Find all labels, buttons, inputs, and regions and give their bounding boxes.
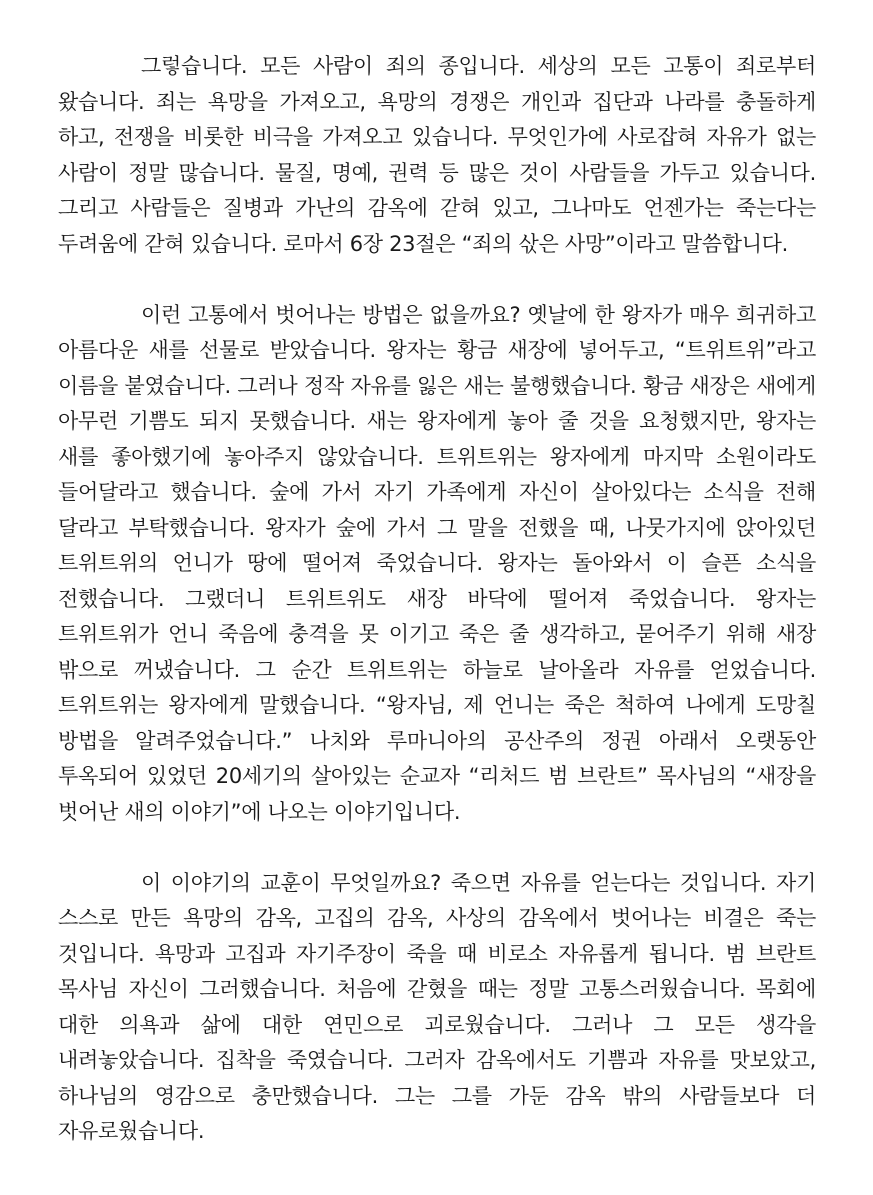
- paragraph-2: 이런 고통에서 벗어나는 방법은 없을까요? 옛날에 한 왕자가 매우 희귀하고 아름다운 새를 선물로 받았습니다. 왕자는 황금 새장에 넣어두고, “트위트위”라고 이름을 붙였습니다. 그러나 정작 자유를 잃은 새는 불행했습니다. 황금 새장은 새에게 아무런 기쁨도 되지 못했습니다. 새는 왕자에게 놓아 줄 것을 요청했지만, 왕자는 새를 좋아했기에 놓아주지 않았습니다. 트위트위는 왕자에게 마지막 소원이라도 들어달라고 했습니다. 숲에 가서 자기 가족에게 자신이 살아있다는 소식을 전해 달라고 부탁했습니다. 왕자가 숲에 가서 그 말을 전했을 때, 나뭇가지에 앉아있던 트위트위의 언니가 땅에 떨어져 죽었습니다. 왕자는 돌아와서 이 슬픈 소식을 전했습니다. 그랬더니 트위트위도 새장 바닥에 떨어져 죽었습니다. 왕자는 트위트위가 언니 죽음에 충격을 못 이기고 죽은 줄 생각하고, 묻어주기 위해 새장 밖으로 꺼냈습니다. 그 순간 트위트위는 하늘로 날아올라 자유를 얻었습니다. 트위트위는 왕자에게 말했습니다. “왕자님, 제 언니는 죽은 척하여 나에게 도망칠 방법을 알려주었습니다.” 나치와 루마니아의 공산주의 정권 아래서 오랫동안 투옥되어 있었던 20세기의 살아있는 순교자 “리처드 범 브란트” 목사님의 “새장을 벗어난 새의 이야기”에 나오는 이야기입니다.: [58, 302, 816, 824]
- paragraph-1: 그렇습니다. 모든 사람이 죄의 종입니다. 세상의 모든 고통이 죄로부터 왔습니다. 죄는 욕망을 가져오고, 욕망의 경쟁은 개인과 집단과 나라를 충돌하게 하고, 전쟁을 비롯한 비극을 가져오고 있습니다. 무엇인가에 사로잡혀 자유가 없는 사람이 정말 많습니다. 물질, 명예, 권력 등 많은 것이 사람들을 가두고 있습니다. 그리고 사람들은 질병과 가난의 감옥에 갇혀 있고, 그나마도 언젠가는 죽는다는 두려움에 갇혀 있습니다. 로마서 6장 23절은 “죄의 삯은 사망”이라고 말씀합니다.: [58, 54, 816, 256]
- document-page: [58, 49, 816, 1150]
- paragraph-3: 이 이야기의 교훈이 무엇일까요? 죽으면 자유를 얻는다는 것입니다. 자기 스스로 만든 욕망의 감옥, 고집의 감옥, 사상의 감옥에서 벗어나는 비결은 죽는 것입니다. 욕망과 고집과 자기주장이 죽을 때 비로소 자유롭게 됩니다. 범 브란트 목사님 자신이 그러했습니다. 처음에 갇혔을 때는 정말 고통스러웠습니다. 목회에 대한 의욕과 삶에 대한 연민으로 괴로웠습니다. 그러나 그 모든 생각을 내려놓았습니다. 집착을 죽였습니다. 그러자 감옥에서도 기쁨과 자유를 맛보았고, 하나님의 영감으로 충만했습니다. 그는 그를 가둔 감옥 밖의 사람들보다 더 자유로웠습니다.: [58, 870, 816, 1143]
